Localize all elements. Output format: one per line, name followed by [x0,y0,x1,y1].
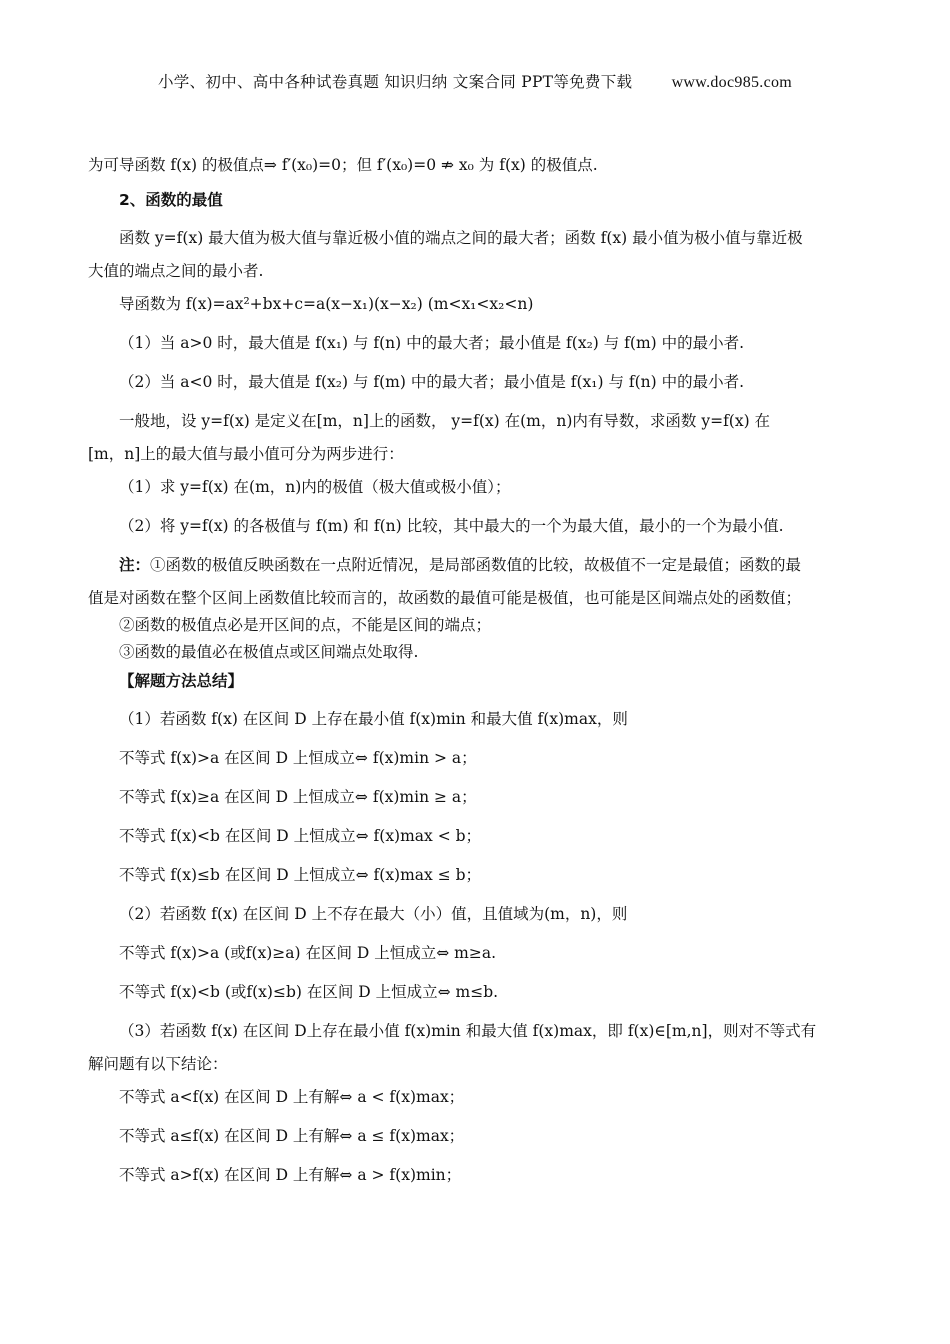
text-line: （2）当 a<0 时，最大值是 f(x₂) 与 f(m) 中的最大者；最小值是 f(x₁) 与 f(n) 中的最小者. [119,373,745,391]
text-line: 不等式 a<f(x) 在区间 D 上有解⇔ a < f(x)max； [119,1088,465,1106]
section-heading: 【解题方法总结】 [119,672,244,690]
text-line: 函数 y=f(x) 最大值为极大值与靠近极小值的端点之间的最大者；函数 f(x) 最小值为极小值与靠近极 [119,229,803,247]
text-line: 不等式 a≤f(x) 在区间 D 上有解⇔ a ≤ f(x)max； [119,1127,465,1145]
text-line: 不等式 f(x)<b (或f(x)≤b) 在区间 D 上恒成立⇔ m≤b. [119,983,499,1001]
text-line: 为可导函数 f(x) 的极值点⇒ f′(x₀)=0；但 f′(x₀)=0 ⇏ x₀ 为 f(x) 的极值点. [88,156,598,174]
section-heading: 2、函数的最值 [119,191,223,209]
page-header [0,70,950,92]
text-line: （1）求 y=f(x) 在(m，n)内的极值（极大值或极小值）； [119,478,511,496]
text-line: ②函数的极值点必是开区间的点，不能是区间的端点； [119,616,492,634]
text-line: （1）当 a>0 时，最大值是 f(x₁) 与 f(n) 中的最大者；最小值是 f(x₂) 与 f(m) 中的最小者. [119,334,745,352]
text-line: （3）若函数 f(x) 在区间 D上存在最小值 f(x)min 和最大值 f(x)max，即 f(x)∈[m,n]，则对不等式有 [119,1022,817,1040]
text-line: （2）将 y=f(x) 的各极值与 f(m) 和 f(n) 比较，其中最大的一个为最大值，最小的一个为最小值. [119,517,784,535]
text-line: （1）若函数 f(x) 在区间 D 上存在最小值 f(x)min 和最大值 f(x)max，则 [119,710,628,728]
text-line: 解问题有以下结论： [88,1055,228,1073]
text-line: ③函数的最值必在极值点或区间端点处取得. [119,643,419,661]
note-label: 注： [119,556,151,574]
text-line: 一般地，设 y=f(x) 是定义在[m，n]上的函数， y=f(x) 在(m，n)内有导数，求函数 y=f(x) 在 [119,412,771,430]
document-body [88,146,863,1195]
note-text: ①函数的极值反映函数在一点附近情况，是局部函数值的比较，故极值不一定是最值；函数的最 [150,556,802,574]
text-line: [m，n]上的最大值与最小值可分为两步进行： [88,445,404,463]
text-line: 不等式 f(x)>a (或f(x)≥a) 在区间 D 上恒成立⇔ m≥a. [119,944,497,962]
text-line: 导函数为 f(x)=ax²+bx+c=a(x−x₁)(x−x₂) (m<x₁<x₂<n) [119,295,534,313]
text-line: 不等式 a>f(x) 在区间 D 上有解⇔ a > f(x)min； [119,1166,462,1184]
text-line: （2）若函数 f(x) 在区间 D 上不存在最大（小）值，且值域为(m，n)，则 [119,905,628,923]
text-line: 不等式 f(x)>a 在区间 D 上恒成立⇔ f(x)min > a； [119,749,477,767]
text-line: 值是对函数在整个区间上函数值比较而言的，故函数的最值可能是极值，也可能是区间端点处的函数值； [88,589,802,607]
header-url[interactable]: www.doc985.com [671,74,793,91]
header-text: 小学、初中、高中各种试卷真题 知识归纳 文案合同 PPT等免费下载 [157,73,633,91]
text-line: 大值的端点之间的最小者. [88,262,264,280]
note-line [88,546,863,585]
text-line: 不等式 f(x)≥a 在区间 D 上恒成立⇔ f(x)min ≥ a； [119,788,477,806]
text-line: 不等式 f(x)<b 在区间 D 上恒成立⇔ f(x)max < b； [119,827,482,845]
text-line: 不等式 f(x)≤b 在区间 D 上恒成立⇔ f(x)max ≤ b； [119,866,482,884]
